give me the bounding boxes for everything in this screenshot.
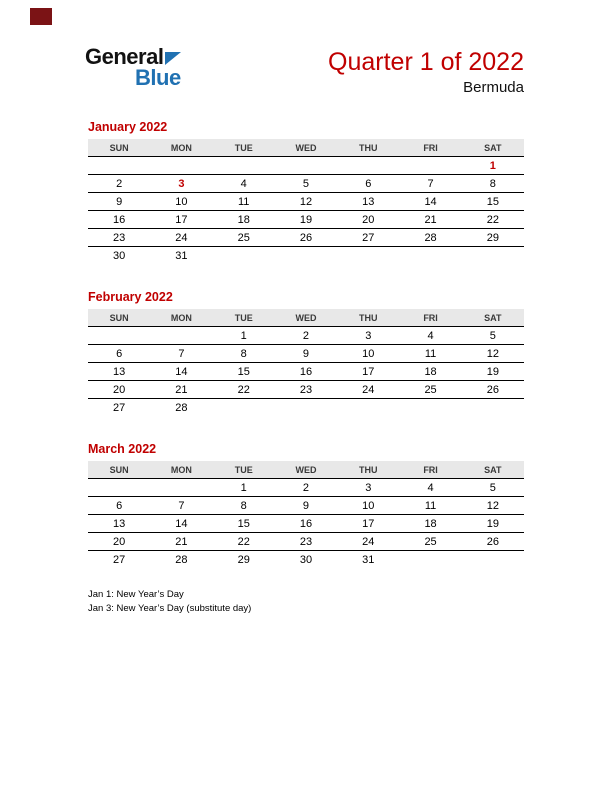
day-cell: 4 — [427, 481, 434, 494]
day-cell: 17 — [362, 517, 375, 530]
weekday-header: SAT — [484, 464, 502, 475]
day-cell: 2 — [302, 481, 310, 494]
day-cell: 1 — [240, 481, 247, 494]
weekday-header: MON — [170, 464, 192, 475]
day-cell: 31 — [175, 249, 188, 262]
day-cell: 20 — [113, 383, 126, 396]
holiday-footnote: Jan 1: New Year’s Day — [88, 589, 184, 600]
page-title: Quarter 1 of 2022 — [328, 48, 524, 76]
day-cell: 4 — [240, 177, 247, 190]
day-cell: 25 — [424, 535, 437, 548]
day-cell: 24 — [362, 383, 375, 396]
day-cell: 24 — [175, 231, 188, 244]
day-cell: 27 — [113, 401, 126, 414]
day-cell: 9 — [116, 195, 123, 208]
week-row — [88, 229, 524, 247]
day-cell: 21 — [424, 213, 437, 226]
footnotes — [88, 588, 251, 616]
weekday-header: THU — [359, 142, 378, 153]
day-cell: 23 — [299, 535, 313, 548]
day-cell: 28 — [175, 401, 188, 414]
holiday-day-cell: 3 — [178, 177, 185, 190]
month-february — [88, 290, 524, 416]
month-title: January 2022 — [88, 120, 168, 134]
day-cell: 23 — [113, 231, 126, 244]
day-cell: 23 — [299, 383, 313, 396]
weekday-header: THU — [359, 464, 378, 475]
day-cell: 14 — [175, 365, 188, 378]
day-cell: 13 — [362, 195, 375, 208]
day-cell: 14 — [424, 195, 437, 208]
month-march — [88, 442, 524, 568]
weekday-header: FRI — [423, 142, 438, 153]
week-row — [88, 515, 524, 533]
day-cell: 12 — [299, 195, 313, 208]
day-cell: 20 — [113, 535, 126, 548]
day-cell: 5 — [302, 177, 310, 190]
day-cell: 10 — [175, 195, 188, 208]
day-cell: 13 — [113, 517, 126, 530]
title-block — [328, 48, 524, 96]
week-row — [88, 175, 524, 193]
general-blue-logo — [85, 46, 215, 88]
weekday-header-row — [88, 309, 524, 327]
week-row — [88, 157, 524, 175]
week-row — [88, 327, 524, 345]
weekday-header: WED — [295, 464, 317, 475]
day-cell: 12 — [486, 499, 499, 512]
corner-mark — [30, 8, 52, 25]
day-cell: 18 — [424, 365, 437, 378]
day-cell: 9 — [302, 499, 310, 512]
day-cell: 15 — [237, 517, 250, 530]
week-row — [88, 193, 524, 211]
day-cell: 18 — [424, 517, 437, 530]
weekday-header: TUE — [234, 464, 253, 475]
day-cell: 25 — [237, 231, 250, 244]
day-cell: 7 — [178, 499, 185, 512]
day-cell: 27 — [362, 231, 375, 244]
day-cell: 8 — [240, 499, 247, 512]
week-row — [88, 533, 524, 551]
week-row — [88, 211, 524, 229]
day-cell: 11 — [424, 347, 437, 360]
weekday-header: FRI — [423, 464, 438, 475]
day-cell: 6 — [116, 499, 123, 512]
weekday-header: THU — [359, 312, 378, 323]
weekday-header: SUN — [109, 464, 129, 475]
day-cell: 28 — [175, 553, 188, 566]
day-cell: 20 — [362, 213, 375, 226]
week-row — [88, 399, 524, 416]
day-cell: 25 — [424, 383, 437, 396]
day-cell: 11 — [237, 195, 250, 208]
day-cell: 17 — [362, 365, 375, 378]
day-cell: 29 — [486, 231, 499, 244]
day-cell: 31 — [362, 553, 375, 566]
day-cell: 3 — [365, 329, 372, 342]
logo-text-general: General — [85, 44, 164, 69]
day-cell: 26 — [299, 231, 313, 244]
weekday-header: MON — [170, 142, 192, 153]
month-title: March 2022 — [88, 442, 157, 456]
day-cell: 16 — [113, 213, 126, 226]
day-cell: 22 — [237, 383, 250, 396]
day-cell: 7 — [178, 347, 185, 360]
day-cell: 15 — [237, 365, 250, 378]
day-cell: 3 — [365, 481, 372, 494]
day-cell: 19 — [486, 517, 499, 530]
day-cell: 6 — [365, 177, 372, 190]
weekday-header: SAT — [484, 142, 502, 153]
weekday-header: MON — [170, 312, 192, 323]
day-cell: 12 — [486, 347, 499, 360]
weekday-header: SUN — [109, 312, 129, 323]
day-cell: 26 — [486, 383, 499, 396]
week-row — [88, 497, 524, 515]
day-cell: 24 — [362, 535, 375, 548]
day-cell: 22 — [486, 213, 499, 226]
day-cell: 18 — [237, 213, 250, 226]
day-cell: 28 — [424, 231, 437, 244]
week-row — [88, 345, 524, 363]
week-row — [88, 381, 524, 399]
day-cell: 17 — [175, 213, 188, 226]
month-january — [88, 120, 524, 264]
weekday-header: TUE — [234, 142, 253, 153]
day-cell: 13 — [113, 365, 126, 378]
day-cell: 10 — [362, 347, 375, 360]
weekday-header: FRI — [423, 312, 438, 323]
day-cell: 5 — [489, 329, 496, 342]
day-cell: 27 — [113, 553, 126, 566]
holiday-footnote: Jan 3: New Year’s Day (substitute day) — [88, 603, 252, 614]
day-cell: 29 — [237, 553, 250, 566]
day-cell: 6 — [116, 347, 123, 360]
day-cell: 14 — [175, 517, 188, 530]
week-row — [88, 551, 524, 568]
weekday-header: WED — [295, 312, 317, 323]
day-cell: 2 — [302, 329, 310, 342]
logo-text-blue: Blue — [135, 65, 181, 90]
months-container — [88, 120, 524, 594]
day-cell: 2 — [116, 177, 123, 190]
weekday-header: SUN — [109, 142, 129, 153]
weekday-header: SAT — [484, 312, 502, 323]
day-cell: 22 — [237, 535, 250, 548]
day-cell: 21 — [175, 383, 188, 396]
day-cell: 8 — [489, 177, 496, 190]
weekday-header: TUE — [234, 312, 253, 323]
day-cell: 11 — [424, 499, 437, 512]
page-subtitle: Bermuda — [463, 79, 524, 96]
week-row — [88, 247, 524, 264]
day-cell: 9 — [302, 347, 310, 360]
day-cell: 15 — [486, 195, 499, 208]
day-cell: 16 — [299, 517, 313, 530]
day-cell: 1 — [240, 329, 247, 342]
day-cell: 4 — [427, 329, 434, 342]
day-cell: 26 — [486, 535, 499, 548]
weekday-header-row — [88, 461, 524, 479]
weekday-header: WED — [295, 142, 317, 153]
weekday-header-row — [88, 139, 524, 157]
day-cell: 5 — [489, 481, 496, 494]
day-cell: 7 — [427, 177, 434, 190]
day-cell: 8 — [240, 347, 247, 360]
day-cell: 30 — [299, 553, 313, 566]
month-title: February 2022 — [88, 290, 173, 304]
day-cell: 19 — [486, 365, 499, 378]
day-cell: 21 — [175, 535, 188, 548]
week-row — [88, 479, 524, 497]
week-row — [88, 363, 524, 381]
day-cell: 30 — [113, 249, 126, 262]
holiday-day-cell: 1 — [489, 159, 496, 172]
day-cell: 10 — [362, 499, 375, 512]
day-cell: 16 — [299, 365, 313, 378]
day-cell: 19 — [299, 213, 313, 226]
